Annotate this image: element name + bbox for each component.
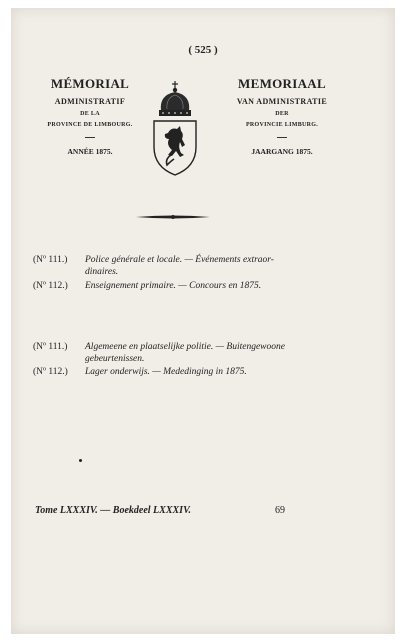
- dutch-entry-111: [33, 341, 363, 365]
- entry-continuation: gebeurtenissen.: [85, 354, 145, 364]
- french-entry-112: [33, 280, 363, 292]
- french-line3: DE LA: [80, 111, 100, 117]
- french-header: [25, 76, 155, 156]
- sheet-number: 69: [275, 505, 285, 516]
- volume-label: Tome LXXXIV. — Boekdeel LXXXIV.: [35, 505, 191, 516]
- entry-number: (Nº 112.): [33, 367, 68, 377]
- dutch-entry-112: [33, 366, 363, 378]
- dutch-line3: DER: [275, 111, 289, 117]
- entry-number: (Nº 112.): [33, 281, 68, 291]
- entry-text: Police générale et locale. — Événements extraor-: [85, 255, 274, 265]
- entry-text: Enseignement primaire. — Concours en 1875.: [85, 281, 262, 291]
- coat-of-arms-icon: [151, 81, 199, 177]
- document-page: [11, 8, 395, 634]
- dutch-title: MEMORIAAL: [238, 76, 326, 91]
- entry-text: Lager onderwijs. — Mededinging in 1875.: [85, 367, 247, 377]
- dutch-subtitle: VAN ADMINISTRATIE: [236, 97, 328, 106]
- entry-continuation: dinaires.: [85, 267, 119, 277]
- entry-number: (Nº 111.): [33, 255, 68, 265]
- french-year: ANNÉE 1875.: [67, 147, 113, 156]
- dutch-header: [219, 76, 345, 156]
- dutch-province: PROVINCIE LIMBURG.: [245, 122, 319, 128]
- entry-text: Algemeene en plaatselijke politie. — Buitengewoone: [85, 342, 285, 352]
- french-subtitle: ADMINISTRATIF: [54, 97, 126, 106]
- ink-speck: [79, 459, 82, 462]
- french-dash: [85, 137, 95, 138]
- french-entry-111: [33, 254, 363, 278]
- entry-number: (Nº 111.): [33, 342, 68, 352]
- dutch-dash: [277, 137, 287, 138]
- french-province: PROVINCE DE LIMBOURG.: [47, 122, 133, 128]
- page-number: ( 525 ): [188, 44, 218, 56]
- french-title: MÉMORIAL: [50, 76, 130, 91]
- dutch-year: JAARGANG 1875.: [251, 147, 313, 156]
- ornamental-rule-icon: [136, 214, 210, 220]
